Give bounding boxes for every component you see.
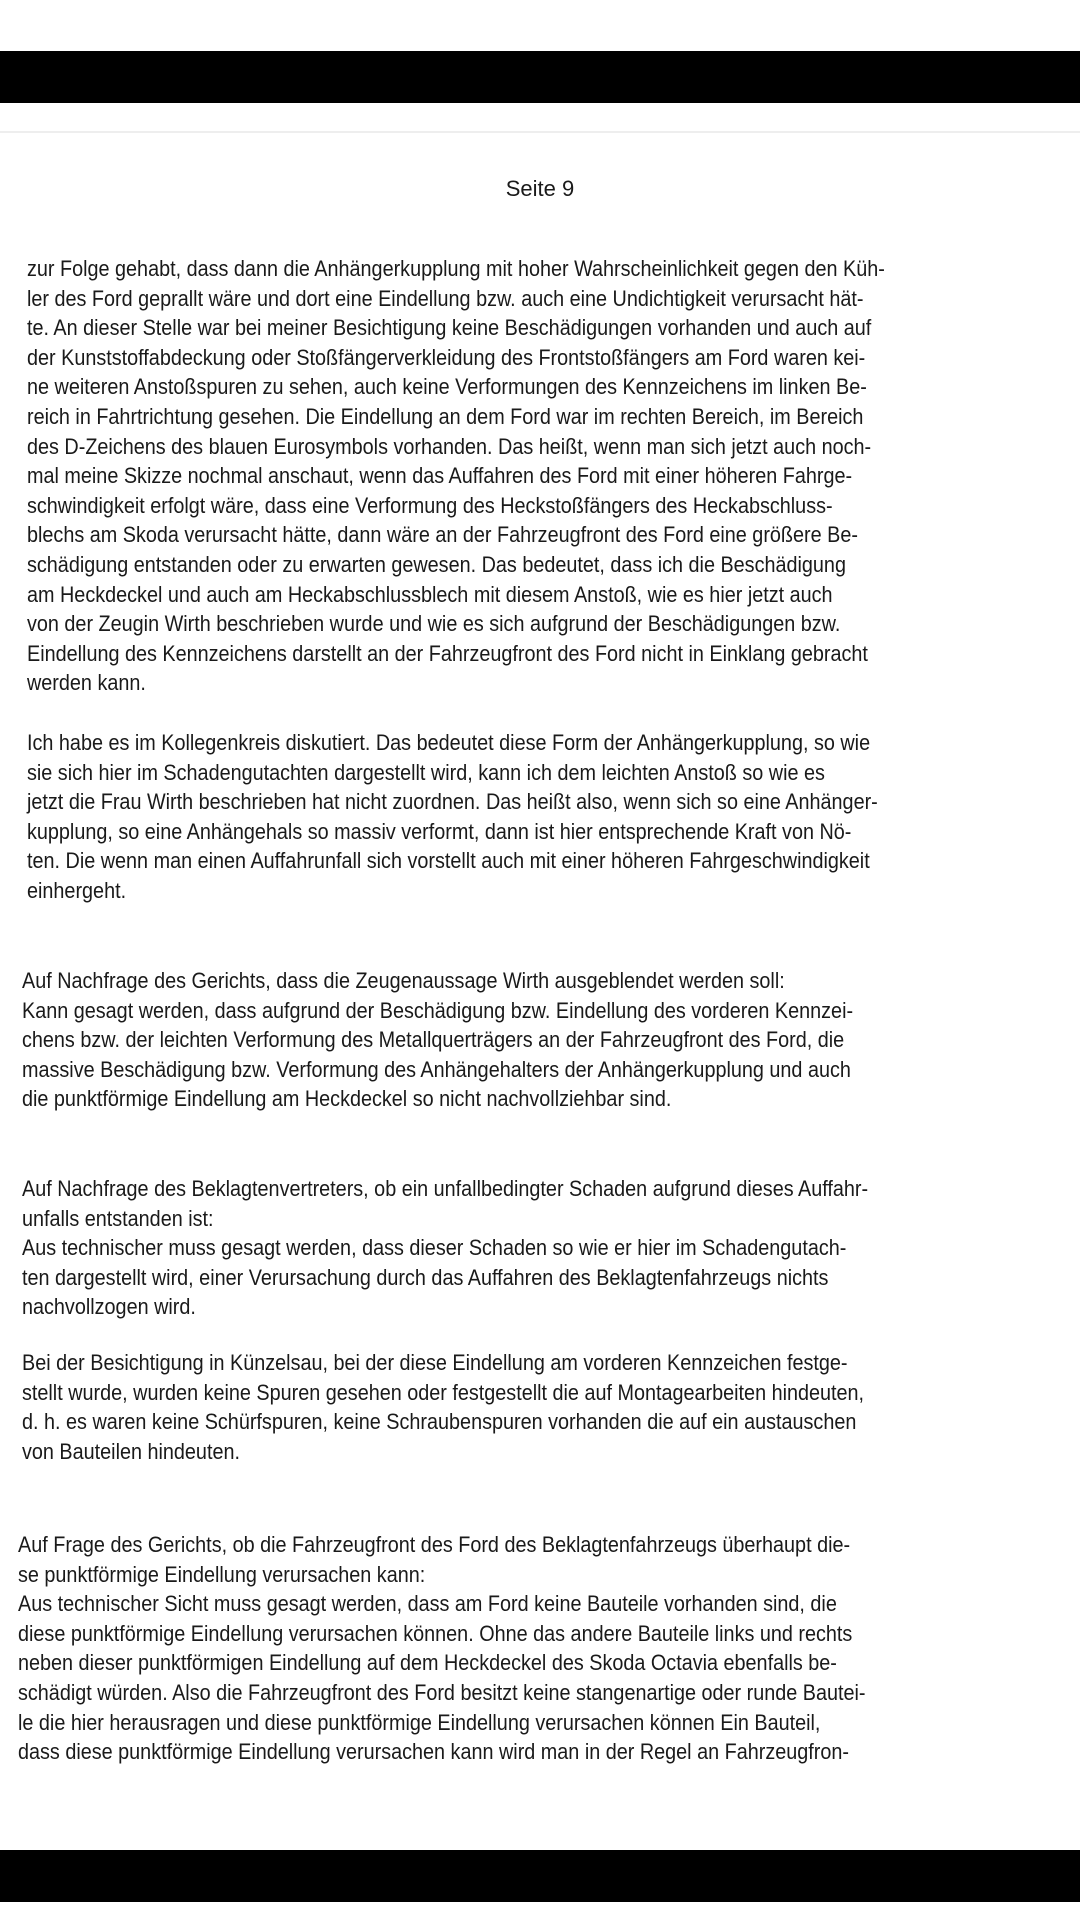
paragraph (22, 1174, 985, 1322)
text-line: chens bzw. der leichten Verformung des Metallquerträgers an der Fahrzeugfront des Ford, die (22, 1027, 845, 1053)
text-line: te. An dieser Stelle war bei meiner Besichtigung keine Beschädigungen vorhanden und auch auf (27, 315, 872, 341)
text-line: diese punktförmige Eindellung verursachen können. Ohne das andere Bauteile links und rechts (18, 1620, 853, 1646)
text-line: Kann gesagt werden, dass aufgrund der Beschädigung bzw. Eindellung des vorderen Kennzei- (22, 997, 854, 1023)
text-line: ten. Die wenn man einen Auffahrunfall sich vorstellt auch mit einer höheren Fahrgeschwindigkeit (27, 848, 870, 874)
text-line: ne weiteren Anstoßspuren zu sehen, auch keine Verformungen des Kennzeichens im linken Be- (27, 374, 867, 400)
text-line: sie sich hier im Schadengutachten dargestellt wird, kann ich dem leichten Anstoß so wie es (27, 759, 825, 785)
text-line: Eindellung des Kennzeichens darstellt an der Fahrzeugfront des Ford nicht in Einklang gebracht (27, 640, 868, 666)
text-line: d. h. es waren keine Schürfspuren, keine Schraubenspuren vorhanden die auf ein austauschen (22, 1409, 857, 1435)
text-line: mal meine Skizze nochmal anschaut, wenn das Auffahren des Ford mit einer höheren Fahrge- (27, 463, 853, 489)
text-line: Auf Nachfrage des Beklagtenvertreters, ob ein unfallbedingter Schaden aufgrund dieses Auffahr- (22, 1176, 869, 1201)
text-line: Auf Nachfrage des Gerichts, dass die Zeugenaussage Wirth ausgeblendet werden soll: (22, 968, 785, 993)
text-line: stellt wurde, wurden keine Spuren gesehen oder festgestellt die auf Montagearbeiten hindeuten, (22, 1379, 865, 1405)
paragraph (18, 1530, 981, 1767)
text-line: massive Beschädigung bzw. Verformung des Anhängehalters der Anhängerkupplung und auch (22, 1056, 851, 1082)
text-line: von der Zeugin Wirth beschrieben wurde und wie es sich aufgrund der Beschädigungen bzw. (27, 611, 841, 637)
text-line: Bei der Besichtigung in Künzelsau, bei der diese Eindellung am vorderen Kennzeichen festge- (22, 1350, 848, 1375)
text-line: le die hier herausragen und diese punktförmige Eindellung verursachen können Ein Bauteil, (18, 1709, 821, 1735)
text-line: des D-Zeichens des blauen Eurosymbols vorhanden. Das heißt, wenn man sich jetzt auch noch- (27, 433, 872, 459)
text-line: kupplung, so eine Anhängehals so massiv verformt, dann ist hier entsprechende Kraft von Nö- (27, 818, 852, 844)
text-line: schädigt würden. Also die Fahrzeugfront des Ford besitzt keine stangenartige oder runde Bautei- (18, 1679, 866, 1705)
text-line: werden kann. (27, 670, 146, 696)
bottom-black-bar (0, 1850, 1080, 1902)
top-black-bar (0, 51, 1080, 103)
text-line: unfalls entstanden ist: (22, 1205, 214, 1231)
paragraph (22, 966, 985, 1114)
text-line: die punktförmige Eindellung am Heckdeckel so nicht nachvollziehbar sind. (22, 1086, 672, 1112)
text-line: von Bauteilen hindeuten. (22, 1438, 240, 1464)
text-line: Aus technischer muss gesagt werden, dass dieser Schaden so wie er hier im Schadengutach- (22, 1235, 847, 1261)
text-line: Ich habe es im Kollegenkreis diskutiert. Das bedeutet diese Form der Anhängerkupplung, so wie (27, 730, 871, 755)
text-line: Auf Frage des Gerichts, ob die Fahrzeugfront des Ford des Beklagtenfahrzeugs überhaupt die- (18, 1532, 851, 1557)
text-line: schädigung entstanden oder zu erwarten gewesen. Das bedeutet, dass ich die Beschädigung (27, 551, 846, 577)
text-line: schwindigkeit erfolgt wäre, dass eine Verformung des Heckstoßfängers des Heckabschluss- (27, 492, 833, 518)
text-line: ler des Ford geprallt wäre und dort eine Eindellung bzw. auch eine Undichtigkeit verursacht hät- (27, 285, 864, 311)
text-line: se punktförmige Eindellung verursachen kann: (18, 1561, 426, 1587)
page-number: Seite 9 (505, 176, 575, 201)
text-line: ten dargestellt wird, einer Verursachung durch das Auffahren des Beklagtenfahrzeugs nichts (22, 1264, 829, 1290)
text-line: Aus technischer Sicht muss gesagt werden, dass am Ford keine Bauteile vorhanden sind, die (18, 1591, 837, 1617)
text-line: neben dieser punktförmigen Eindellung auf dem Heckdeckel des Skoda Octavia ebenfalls be- (18, 1650, 837, 1676)
text-line: jetzt die Frau Wirth beschrieben hat nicht zuordnen. Das heißt also, wenn sich so eine Anhänger- (27, 789, 878, 815)
text-line: dass diese punktförmige Eindellung verursachen kann wird man in der Regel an Fahrzeugfron- (18, 1739, 849, 1765)
paragraph (27, 728, 990, 906)
text-line: einhergeht. (27, 877, 127, 903)
text-line: blechs am Skoda verursacht hätte, dann wäre an der Fahrzeugfront des Ford eine größere Be- (27, 522, 858, 548)
text-line: am Heckdeckel und auch am Heckabschlussblech mit diesem Anstoß, wie es hier jetzt auch (27, 581, 833, 607)
page-edge (0, 131, 1080, 133)
paragraph (27, 254, 990, 698)
text-line: zur Folge gehabt, dass dann die Anhängerkupplung mit hoher Wahrscheinlichkeit gegen den Küh- (27, 256, 885, 281)
text-line: der Kunststoffabdeckung oder Stoßfängerverkleidung des Frontstoßfängers am Ford waren kei- (27, 344, 866, 370)
text-line: nachvollzogen wird. (22, 1294, 196, 1320)
paragraph (22, 1348, 985, 1466)
text-line: reich in Fahrtrichtung gesehen. Die Eindellung an dem Ford war im rechten Bereich, im Bereich (27, 403, 864, 429)
